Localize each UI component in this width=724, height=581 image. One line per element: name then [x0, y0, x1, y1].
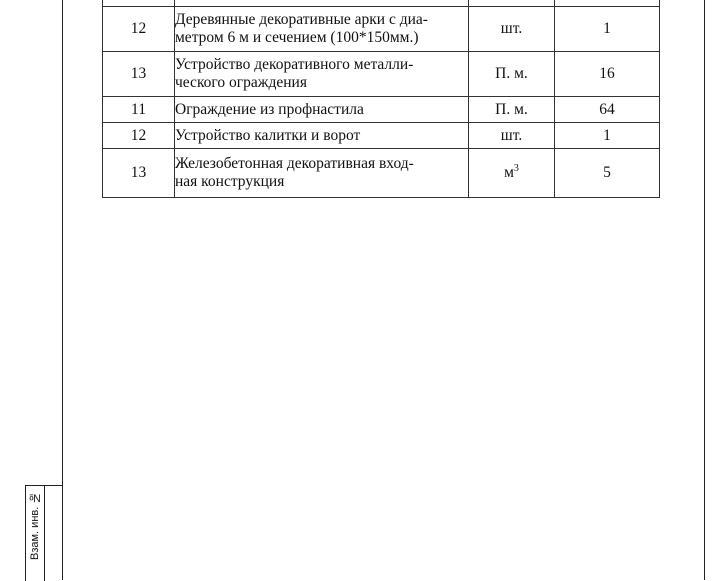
row-name	[175, 7, 469, 52]
row-number: 13	[103, 149, 175, 198]
frame-right-line	[704, 0, 705, 580]
row-name-line: Устройство калитки и ворот	[175, 126, 361, 144]
table-row	[103, 7, 660, 52]
spec-table	[102, 0, 660, 198]
row-name-line: Железобетонная декоративная вход-	[175, 155, 414, 172]
row-number: 12	[103, 123, 175, 149]
row-name	[175, 52, 469, 97]
row-name	[175, 149, 469, 198]
row-quantity: 16	[555, 52, 660, 97]
table-row	[103, 123, 660, 149]
row-name-line: ная конструкция	[175, 173, 285, 190]
row-name	[175, 97, 469, 123]
row-quantity: 64	[555, 97, 660, 123]
row-name-line: ческого ограждения	[175, 74, 307, 91]
table-row	[103, 149, 660, 198]
stamp-label: Взам. инв. №	[29, 491, 41, 561]
table-row	[103, 97, 660, 123]
row-number: 13	[103, 52, 175, 97]
row-quantity: 1	[555, 123, 660, 149]
row-quantity: 5	[555, 149, 660, 198]
table-row	[103, 52, 660, 97]
row-quantity: 1	[555, 7, 660, 52]
row-unit	[469, 149, 555, 198]
row-number: 11	[103, 97, 175, 123]
unit-superscript: 3	[513, 162, 519, 174]
row-number: 12	[103, 7, 175, 52]
row-name-line: Ограждение из профнастила	[175, 100, 364, 118]
title-block-stamp	[25, 485, 63, 581]
row-name	[175, 123, 469, 149]
row-unit: шт.	[469, 7, 555, 52]
stamp-divider	[44, 486, 45, 581]
row-name-line: Устройство декоративного металли-	[175, 56, 414, 73]
unit-base: м	[504, 164, 514, 181]
row-name-line: Деревянные декоративные арки с диа-	[175, 11, 428, 28]
row-name-line: метром 6 м и сечением (100*150мм.)	[175, 29, 419, 46]
row-unit: шт.	[469, 123, 555, 149]
row-unit: П. м.	[469, 97, 555, 123]
row-unit: П. м.	[469, 52, 555, 97]
